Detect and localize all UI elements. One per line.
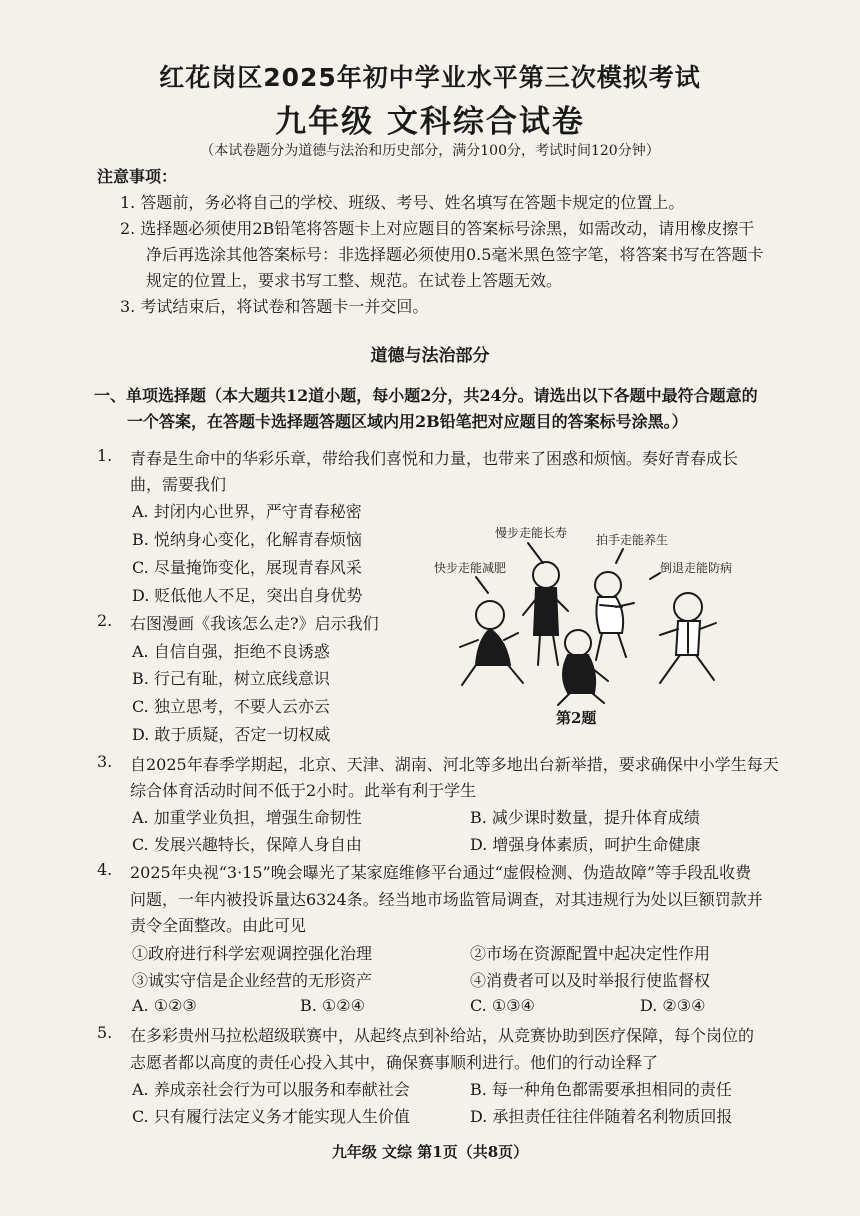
option-b: B. 行己有耻，树立底线意识	[132, 669, 330, 688]
option-d: D. 承担责任往往伴随着名利物质回报	[470, 1107, 733, 1126]
cartoon-label-clap-walk: 拍手走能养生	[596, 533, 669, 547]
part-heading: 一个答案，在答题卡选择题答题区域内用2B铅笔把对应题目的答案标号涂黑。）	[127, 412, 688, 431]
section-title: 道德与法治部分	[370, 346, 490, 366]
option-c: C. 尽量掩饰变化，展现青春风采	[132, 558, 362, 577]
question-stem: 2025年央视“3·15”晚会曝光了某家庭维修平台通过“虚假检测、伪造故障”等手段乱收费	[130, 863, 752, 882]
option-d: D. 敢于质疑，否定一切权威	[132, 725, 331, 744]
part-heading: 一、单项选择题（本大题共12道小题，每小题2分，共24分。请选出以下各题中最符合题意的	[94, 386, 758, 405]
cartoon-drawing	[398, 515, 778, 730]
statement-4: ④消费者可以及时举报行使监督权	[470, 971, 711, 990]
question-stem: 右图漫画《我该怎么走?》启示我们	[130, 614, 379, 633]
notice-item: 1. 答题前，务必将自己的学校、班级、考号、姓名填写在答题卡规定的位置上。	[120, 193, 685, 212]
statement-1: ①政府进行科学宏观调控强化治理	[132, 944, 373, 963]
option-c: C. 发展兴趣特长，保障人身自由	[132, 835, 362, 854]
notice-label: 注意事项：	[97, 167, 178, 186]
notice-item: 净后再选涂其他答案标号：非选择题必须使用0.5毫米黑色签字笔，将答案书写在答题卡	[146, 245, 764, 264]
question-number: 5.	[97, 1023, 113, 1042]
option-b: B. 减少课时数量，提升体育成绩	[470, 808, 700, 827]
option-a: A. ①②③	[132, 996, 197, 1015]
exam-title: 红花岗区2025年初中学业水平第三次模拟考试	[159, 63, 701, 92]
notice-item: 3. 考试结束后，将试卷和答题卡一并交回。	[120, 297, 429, 316]
option-d: D. ②③④	[640, 996, 706, 1015]
question-number: 3.	[97, 752, 113, 771]
cartoon-illustration	[398, 515, 778, 730]
option-c: C. ①③④	[470, 996, 535, 1015]
question-stem: 问题，一年内被投诉量达6324条。经当地市场监管局调查，对其违规行为处以巨额罚款并	[130, 890, 763, 909]
statement-3: ③诚实守信是企业经营的无形资产	[132, 971, 373, 990]
option-b: B. 每一种角色都需要承担相同的责任	[470, 1080, 732, 1099]
option-a: A. 养成亲社会行为可以服务和奉献社会	[132, 1080, 410, 1099]
question-stem: 责令全面整改。由此可见	[130, 916, 307, 935]
option-a: A. 封闭内心世界，严守青春秘密	[132, 502, 362, 521]
question-stem: 综合体育活动时间不低于2小时。此举有利于学生	[130, 781, 477, 800]
question-number: 1.	[97, 446, 113, 465]
question-stem: 志愿者都以高度的责任心投入其中，确保赛事顺利进行。他们的行动诠释了	[130, 1053, 659, 1072]
option-d: D. 贬低他人不足，突出自身优势	[132, 586, 363, 605]
question-stem: 青春是生命中的华彩乐章，带给我们喜悦和力量，也带来了困惑和烦恼。奏好青春成长	[130, 449, 739, 468]
option-b: B. ①②④	[300, 996, 365, 1015]
cartoon-label-fast-walk: 快步走能减肥	[434, 561, 507, 575]
cartoon-label-slow-walk: 慢步走能长寿	[495, 526, 568, 540]
notice-item: 规定的位置上，要求书写工整、规范。在试卷上答题无效。	[146, 271, 563, 290]
page-footer: 九年级 文综 第1页（共8页）	[331, 1143, 529, 1161]
exam-note: （本试卷题分为道德与法治和历史部分，满分100分，考试时间120分钟）	[200, 143, 660, 159]
cartoon-caption: 第2题	[556, 709, 597, 727]
question-number: 4.	[97, 860, 113, 879]
question-stem: 自2025年春季学期起，北京、天津、湖南、河北等多地出台新举措，要求确保中小学生每天	[130, 755, 779, 774]
option-a: A. 自信自强，拒绝不良诱惑	[132, 642, 330, 661]
question-stem: 曲，需要我们	[130, 475, 227, 494]
cartoon-label-backward-walk: 倒退走能防病	[660, 561, 733, 575]
option-a: A. 加重学业负担，增强生命韧性	[132, 808, 362, 827]
question-stem: 在多彩贵州马拉松超级联赛中，从起终点到补给站，从竞赛协助到医疗保障，每个岗位的	[130, 1026, 755, 1045]
question-number: 2.	[97, 611, 113, 630]
statement-2: ②市场在资源配置中起决定性作用	[470, 944, 711, 963]
option-c: C. 独立思考，不要人云亦云	[132, 697, 330, 716]
option-c: C. 只有履行法定义务才能实现人生价值	[132, 1107, 410, 1126]
notice-item: 2. 选择题必须使用2B铅笔将答题卡上对应题目的答案标号涂黑，如需改动，请用橡皮擦干	[120, 219, 755, 238]
option-d: D. 增强身体素质，呵护生命健康	[470, 835, 701, 854]
exam-subtitle: 九年级 文科综合试卷	[275, 104, 585, 140]
option-b: B. 悦纳身心变化，化解青春烦恼	[132, 530, 362, 549]
